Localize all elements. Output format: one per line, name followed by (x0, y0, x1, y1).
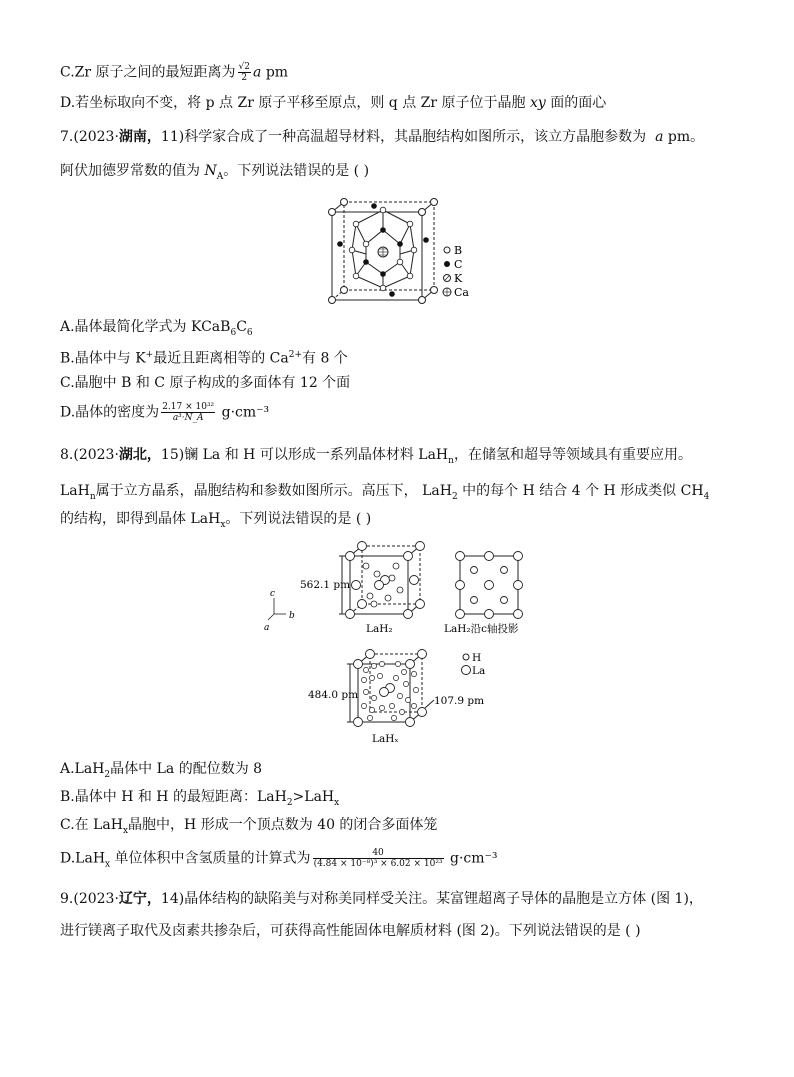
q8-crystal-figure (262, 540, 562, 754)
fraction-numerator: √2 (238, 62, 251, 72)
q7-density-fraction (161, 402, 215, 423)
q9-stem-text: 晶体结构的缺陷美与对称美同样受关注。某富锂超离子导体的晶胞是立方体 (图 1)， (184, 891, 703, 907)
caption-lah2: LaH₂ (366, 623, 393, 635)
q6-option-d-text: D.若坐标取向不变，将 p 点 Zr 原子平移至原点，则 q 点 Zr 原子位于晶胞 (60, 95, 530, 111)
unit: g·cm⁻³ (450, 850, 498, 867)
q8-option-b (60, 788, 339, 812)
subscript: 2 (451, 491, 458, 502)
subscript: x (334, 797, 340, 808)
q7-qno: 11) (160, 129, 185, 145)
q9-number: 9.(2023· (60, 891, 119, 907)
unit: g·cm⁻³ (221, 404, 270, 421)
q7-option-c: C.晶胞中 B 和 C 原子构成的多面体有 12 个面 (60, 375, 351, 391)
q8-option-d-text: 单位体积中含氢质量的计算式为 (110, 850, 311, 867)
q8-region: 湖北， (118, 447, 161, 463)
legend-c: C (454, 258, 463, 271)
q7-option-a-text: A.晶体最简化学式为 KCaB (60, 319, 231, 335)
subscript: x (220, 519, 226, 530)
legend-h: H (472, 652, 482, 664)
legend-k: K (454, 272, 463, 285)
q6-option-d (60, 94, 606, 112)
potassium-legend-icon (444, 275, 451, 282)
q8-hydrogen-mass-fraction (313, 848, 444, 869)
subscript: 4 (703, 491, 710, 502)
q7-stem-text: 科学家合成了一种高温超导材料，其晶胞结构如图所示，该立方晶胞参数为 (184, 129, 647, 145)
q8-qno: 15) (160, 447, 185, 463)
subscript: x (122, 825, 129, 836)
legend-la: La (472, 665, 486, 677)
length-label-107: 107.9 pm (434, 695, 485, 707)
q9-region: 辽宁， (118, 891, 161, 907)
calcium-atom-icon (378, 247, 388, 257)
avogadro-subscript: A (216, 171, 224, 182)
q7-option-a (60, 318, 253, 342)
q9-stem-line2: 进行镁离子取代及卤素共掺杂后，可获得高性能固体电解质材料 (图 2)。下列说法错误的是 ( ) (60, 923, 641, 939)
q7-crystal-figure (318, 192, 488, 314)
q8-stem-text: 镧 La 和 H 可以形成一系列晶体材料 LaH (184, 447, 449, 463)
q8-number: 8.(2023· (60, 447, 119, 463)
q7-number: 7.(2023· (60, 129, 119, 145)
axis-c-label: c (270, 589, 276, 599)
q8-option-d (60, 848, 498, 873)
subscript: 6 (230, 327, 237, 338)
q8-stem-line3 (60, 510, 371, 534)
variable-xy: xy (530, 95, 546, 111)
q7-stem-line1 (60, 128, 704, 146)
q6-option-c (60, 62, 288, 83)
q7-option-b-text3: 有 8 个 (302, 350, 348, 367)
legend-b: B (454, 244, 463, 257)
q7-region: 湖南， (118, 129, 161, 145)
q7-option-d (60, 402, 269, 423)
subscript: x (105, 859, 111, 870)
formula: D.LaH (60, 850, 106, 867)
q8-option-c-text: C.在 LaH (60, 817, 123, 833)
q8-option-a-text: 晶体中 La 的配位数为 8 (110, 761, 263, 777)
subscript: 2 (286, 797, 293, 808)
length-label-484: 484.0 pm (308, 689, 359, 701)
fraction-numerator: 40 (313, 848, 444, 859)
superscript: + (145, 350, 154, 360)
calcium-legend-icon (443, 288, 451, 296)
fraction-numerator: 2.17 × 10³² (162, 402, 215, 412)
q8-crystal-svg (262, 540, 562, 750)
q6-option-d-tail: 面的面心 (545, 95, 607, 111)
unit: pm。 (663, 129, 705, 145)
unit: pm (261, 64, 289, 81)
q8-stem-text5: 。下列说法错误的是 ( ) (225, 511, 372, 527)
axis-triad-icon (268, 598, 286, 620)
legend-ca: Ca (454, 286, 469, 299)
variable-a: a (253, 64, 262, 81)
q8-stem-text2: 属于立方晶系，晶胞结构和参数如图所示。高压下， LaH (95, 483, 452, 499)
subscript: n (448, 455, 454, 466)
q7-option-b (60, 346, 348, 368)
q6-option-c-text: C.Zr 原子之间的最短距离为 (60, 64, 236, 81)
q9-qno: 14) (160, 891, 185, 907)
q7-option-b-text: B.晶体中与 K (60, 350, 146, 367)
avogadro-symbol: N (204, 163, 217, 179)
q7-stem-text2: 阿伏加德罗常数的值为 (60, 163, 205, 179)
subscript: 2 (104, 769, 111, 780)
q8-stem-text3: 中的每个 H 结合 4 个 H 形成类似 CH (457, 483, 704, 499)
q7-stem-line2 (60, 162, 369, 186)
q8-option-c-text2: 晶胞中，H 形成一个顶点数为 40 的闭合多面体笼 (128, 817, 438, 833)
axis-a-label: a (264, 623, 270, 633)
lanthanum-legend-icon (462, 666, 471, 675)
formula: >LaH (292, 789, 335, 805)
hydrogen-legend-icon (463, 654, 469, 660)
q7-stem-text3: 。下列说法错误的是 ( ) (223, 163, 370, 179)
q9-stem-line1 (60, 890, 703, 908)
q8-stem-tail: ，在储氢和超导等领域具有重要应用。 (453, 447, 692, 463)
q8-option-c (60, 816, 437, 840)
length-label-562: 562.1 pm (300, 579, 351, 591)
formula: LaH (60, 483, 90, 499)
fraction-denominator: (4.84 × 10⁻⁸)³ × 6.02 × 10²³ (313, 859, 443, 869)
carbon-legend-icon (444, 261, 450, 267)
q6-option-c-fraction (238, 62, 251, 83)
caption-lahx: LaHₓ (372, 733, 399, 745)
q7-option-b-text2: 最近且距离相等的 Ca (153, 350, 289, 367)
q7-option-d-text: D.晶体的密度为 (60, 404, 160, 421)
q8-option-b-text: B.晶体中 H 和 H 的最短距离：LaH (60, 789, 287, 805)
caption-lah2-projection: LaH₂沿c轴投影 (444, 623, 519, 635)
fraction-denominator: a³·N_A (172, 413, 204, 423)
axis-b-label: b (289, 611, 295, 621)
formula: A.LaH (60, 761, 105, 777)
q8-stem-text4: 的结构，即得到晶体 LaH (60, 511, 221, 527)
formula-part: C (236, 319, 247, 335)
q8-option-a (60, 760, 262, 784)
subscript: n (89, 491, 96, 502)
subscript: 6 (246, 327, 253, 338)
q8-stem-line1 (60, 446, 692, 470)
q7-crystal-svg (318, 192, 488, 310)
variable-a: a (655, 129, 664, 145)
boron-legend-icon (444, 247, 450, 253)
superscript: 2+ (288, 350, 302, 360)
fraction-denominator: 2 (241, 73, 248, 83)
q8-stem-line2 (60, 482, 709, 506)
projection-atoms (456, 552, 523, 619)
